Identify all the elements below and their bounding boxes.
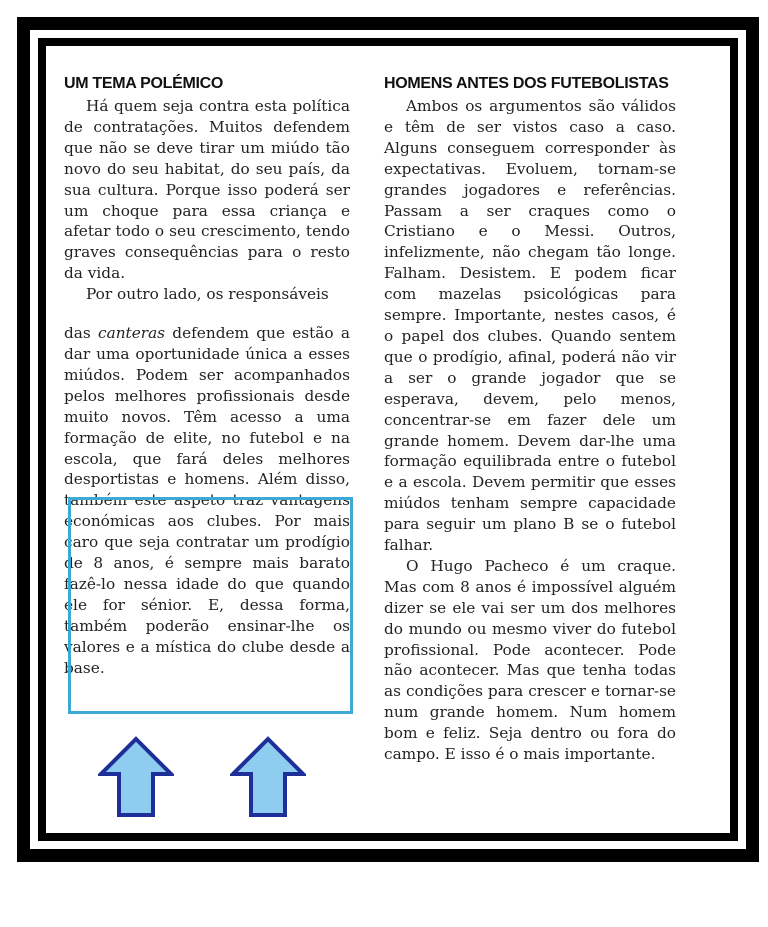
left-paragraph-3-pre: das bbox=[64, 324, 99, 343]
article-page bbox=[46, 46, 730, 833]
right-paragraph-1: Ambos os argumentos são válidos e têm de ser vistos caso a caso. Alguns conseguem corresponder às expectativas. Evoluem, tornam-se grandes jogadores e referências. Passam a ser craques como o Cristiano e o Messi. Outros, infelizmente, não chegam tão longe. Falham. Desistem. E podem ficar com mazelas psicológicas para sempre. Importante, nestes casos, é o papel dos clubes. Quando sentem que o prodígio, afinal, poderá não vir a ser o grande jogador que se esperava, devem, pelo menos, concentrar-se em fazer dele um grande homem. Devem dar-lhe uma formação equilibrada entre o futebol e a escola. Devem permitir que esses miúdos tenham sempre capacidade para seguir um plano B se o futebol falhar. bbox=[384, 97, 676, 555]
left-paragraph-3-post: defendem que estão a dar uma oportunidade única a esses miúdos. Podem ser acompanhados pelos melhores profissionais desde muito novos. Têm acesso a uma formação de elite, no futebol e na escola, que fará deles melhores desportistas e homens. Além disso, também este aspeto traz vantagens económicas aos clubes. Por mais caro que seja contratar um prodígio de 8 anos, é sempre mais barato fazê-lo nessa idade do que quando ele for sénior. E, dessa forma, também poderão ensinar-lhe os valores e a mística do clube desde a base. bbox=[64, 324, 350, 677]
up-arrow-icon bbox=[230, 736, 306, 818]
column-gap bbox=[64, 305, 350, 323]
up-arrow-icon bbox=[98, 736, 174, 818]
canteras-italic: canteras bbox=[98, 324, 166, 343]
left-paragraph-1: Há quem seja contra esta política de contratações. Muitos defendem que não se deve tirar um miúdo tão novo do seu habitat, do seu país, da sua cultura. Porque isso poderá ser um choque para essa criança e afetar todo o seu crescimento, tendo graves consequências para o resto da vida. bbox=[64, 97, 350, 283]
left-paragraph-2: Por outro lado, os responsáveis bbox=[86, 285, 329, 304]
right-paragraph-2: O Hugo Pacheco é um craque. Mas com 8 anos é impossível alguém dizer se ele vai ser um dos melhores do mundo ou mesmo viver do futebol profissional. Pode acontecer. Pode não acontecer. Mas que tenha todas as condições para crescer e tornar-se num grande homem. Num homem bom e feliz. Seja dentro ou fora do campo. E isso é o mais importante. bbox=[384, 556, 676, 764]
right-column-heading: HOMENS ANTES DOS FUTEBOLISTAS bbox=[384, 75, 669, 92]
left-column-heading: UM TEMA POLÉMICO bbox=[64, 75, 224, 92]
highlight-box bbox=[68, 497, 353, 714]
right-column bbox=[384, 74, 676, 765]
